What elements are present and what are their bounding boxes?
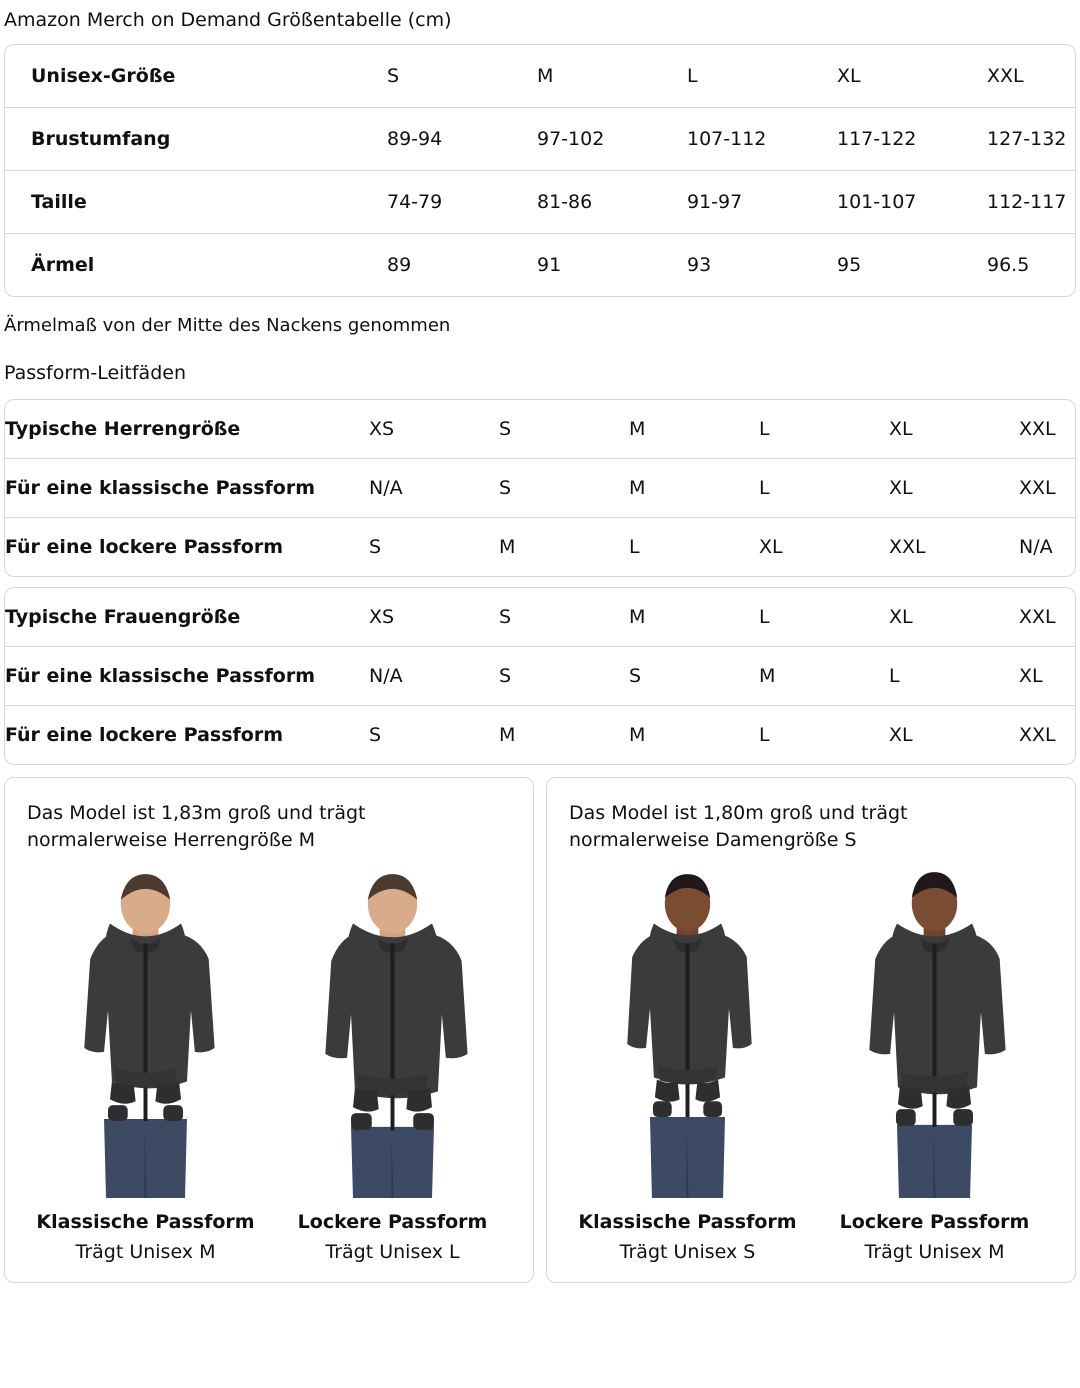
cell-value: XXL (1019, 706, 1076, 765)
mens-fit-table (5, 400, 1076, 576)
table-row (5, 108, 1076, 171)
cell-value: 93 (687, 234, 837, 297)
table-row (5, 647, 1076, 706)
cell-value: 117-122 (837, 108, 987, 171)
cell-value: XL (837, 65, 861, 87)
cell-value: L (759, 706, 889, 765)
cell-value: XXL (1019, 459, 1076, 518)
table-row (5, 518, 1076, 577)
cell-value: XL (889, 418, 913, 440)
cell-value: 97-102 (537, 108, 687, 171)
cell-value: L (687, 65, 698, 87)
row-label: Für eine klassische Passform (5, 647, 369, 706)
cell-value: XXL (1019, 606, 1056, 628)
cell-value: 101-107 (837, 171, 987, 234)
row-label: Für eine klassische Passform (5, 459, 369, 518)
cell-value: S (387, 65, 400, 87)
female-model-relaxed-fit-photo (816, 868, 1053, 1198)
cell-value: 89-94 (387, 108, 537, 171)
page-title: Amazon Merch on Demand Größentabelle (cm) (4, 9, 452, 31)
cell-value: L (759, 606, 770, 628)
figure-female-relaxed (816, 868, 1053, 1264)
figure-title: Klassische Passform (36, 1211, 255, 1233)
cell-value: XL (889, 706, 1019, 765)
row-label: Brustumfang (5, 108, 387, 171)
male-model-relaxed-fit-photo (274, 868, 511, 1198)
cell-value: 81-86 (537, 171, 687, 234)
cell-value: L (759, 418, 770, 440)
figure-subtitle: Trägt Unisex M (864, 1241, 1005, 1263)
male-figures (27, 868, 511, 1264)
cell-value: S (499, 647, 629, 706)
cell-value: XL (1019, 647, 1076, 706)
cell-value: M (499, 518, 629, 577)
cell-value: S (499, 418, 512, 440)
table-row (5, 588, 1076, 647)
table-row (5, 234, 1076, 297)
cell-value: XXL (987, 65, 1024, 87)
cell-value: S (369, 518, 499, 577)
cell-value: N/A (1019, 518, 1076, 577)
male-model-card (4, 777, 534, 1283)
row-label: Ärmel (5, 234, 387, 297)
mens-fit-table-card (4, 399, 1076, 577)
female-figures (569, 868, 1053, 1264)
row-label: Typische Herrengröße (5, 418, 241, 440)
cell-value: XL (759, 518, 889, 577)
cell-value: XL (889, 606, 913, 628)
cell-value: XL (889, 459, 1019, 518)
cell-value: M (537, 65, 554, 87)
row-label: Typische Frauengröße (5, 606, 241, 628)
cell-value: N/A (369, 647, 499, 706)
cell-value: 91-97 (687, 171, 837, 234)
row-label: Taille (5, 171, 387, 234)
row-label: Für eine lockere Passform (5, 706, 369, 765)
table-row (5, 706, 1076, 765)
cell-value: M (629, 459, 759, 518)
cell-value: M (629, 706, 759, 765)
figure-title: Klassische Passform (578, 1211, 797, 1233)
figure-female-classic (569, 868, 806, 1264)
model-cards-row (4, 777, 1076, 1283)
cell-value: S (369, 706, 499, 765)
fit-guides-label: Passform-Leitfäden (4, 362, 186, 384)
womens-fit-table (5, 588, 1076, 764)
cell-value: 74-79 (387, 171, 537, 234)
cell-value: S (499, 606, 512, 628)
cell-value: 112-117 (987, 171, 1076, 234)
female-model-card (546, 777, 1076, 1283)
sleeve-measurement-note: Ärmelmaß von der Mitte des Nackens genommen (4, 315, 451, 336)
table-row (5, 459, 1076, 518)
table-row (5, 45, 1076, 108)
male-model-classic-fit-photo (27, 868, 264, 1198)
cell-value: XS (369, 606, 395, 628)
model-caption: Das Model ist 1,83m groß und trägt normalerweise Herrengröße M (27, 802, 366, 851)
figure-subtitle: Trägt Unisex S (619, 1241, 756, 1263)
cell-value: XS (369, 418, 395, 440)
cell-value: L (759, 459, 889, 518)
table-row (5, 171, 1076, 234)
cell-value: N/A (369, 459, 499, 518)
cell-value: 107-112 (687, 108, 837, 171)
row-label: Für eine lockere Passform (5, 518, 369, 577)
cell-value: M (629, 418, 646, 440)
cell-value: 89 (387, 234, 537, 297)
womens-fit-table-card (4, 587, 1076, 765)
model-caption: Das Model ist 1,80m groß und trägt normalerweise Damengröße S (569, 802, 908, 851)
row-label: Unisex-Größe (31, 65, 176, 87)
figure-male-relaxed (274, 868, 511, 1264)
cell-value: M (499, 706, 629, 765)
cell-value: S (499, 459, 629, 518)
figure-title: Lockere Passform (839, 1211, 1030, 1233)
cell-value: XXL (1019, 418, 1056, 440)
unisex-size-table (5, 45, 1076, 296)
cell-value: M (759, 647, 889, 706)
cell-value: M (629, 606, 646, 628)
cell-value: 127-132 (987, 108, 1076, 171)
cell-value: 95 (837, 234, 987, 297)
cell-value: L (629, 518, 759, 577)
cell-value: L (889, 647, 1019, 706)
figure-title: Lockere Passform (297, 1211, 488, 1233)
unisex-size-table-card (4, 44, 1076, 297)
table-row (5, 400, 1076, 459)
figure-subtitle: Trägt Unisex M (75, 1241, 216, 1263)
female-model-classic-fit-photo (569, 868, 806, 1198)
cell-value: S (629, 647, 759, 706)
cell-value: 91 (537, 234, 687, 297)
cell-value: XXL (889, 518, 1019, 577)
figure-male-classic (27, 868, 264, 1264)
figure-subtitle: Trägt Unisex L (325, 1241, 460, 1263)
cell-value: 96.5 (987, 234, 1076, 297)
